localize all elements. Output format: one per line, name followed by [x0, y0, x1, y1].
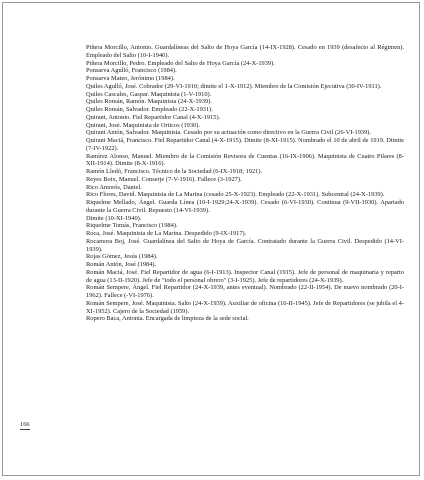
list-item: Ponsarva Agulló, Francisco (1984).: [86, 67, 177, 75]
list-item: Quiles Román, Salvador. Empleado (22-X-1931).: [86, 106, 213, 113]
list-item: Quirant Antón, Salvador. Maquinista. Cesado por su actuación como directivo en la Guerra Civil (26-VI-1939).: [86, 129, 372, 137]
list-item: Quirant, Antonio. Fiel Repartidor Canal (4-X-1915).: [86, 113, 221, 121]
list-item: Ropero Baca, Antonia. Encargada de limpieza de la sede social.: [86, 315, 249, 323]
list-item: Riquelme Mellado, Ángel. Guarda Línea (10-I-1929;24-X-1939). Cesado (6-VI-1930). Continua (9-VII-1930). Apartado durante la Guerra Civil. Repuesto (14-VI-1939).: [86, 199, 404, 214]
list-item: Quirant Maciá, Francisco. Fiel Repartidor Canal (4-X-1915). Dimite (8-XI-1915). Nombrado el 10 de abril de 1919. Dimite (7-IV-1922).: [86, 137, 404, 152]
list-item: Ramírez Alonso, Manuel. Miembro de la Comisión Revisora de Cuentas (16-IX-1906). Maquinista de Cuatro Pilares (8-XII-1914). Dimite (8-X-1916).: [86, 152, 404, 168]
list-item: Roca, José. Maquinista de La Marina. Despedido (9-IX-1917).: [86, 230, 247, 237]
list-item: Román Antón, José (1984).: [86, 261, 157, 268]
list-item: Román Maciá, José. Fiel Repartidor de agua (6-I-1913). Inspector Canal (1915). Jefe de personal de maquinaria y reparto de agua (13-II-1920). Jefe de "todo el personal obrero" (3-I-1925). Jefe de repartidores (24-X-1939).: [86, 268, 404, 284]
list-item: Reyes Boix, Manuel. Conserje (7-V-1916). Fallece (3-1927).: [86, 175, 242, 183]
list-item: Quiles Cascales, Gaspar. Maquinista (1-V-1910).: [86, 90, 212, 98]
list-item: Quirant, José. Maquinista de Orticos (1930).: [86, 121, 200, 129]
list-item: Román Sempere, José. Maquinista. Salto (24-X-1939). Auxiliar de oficina (10-II-1945). Jefe de Repartidores (se jubila el 4-XI-1952). Cajero de la Sociedad (1959).: [86, 299, 404, 315]
list-item: Rico Flores, David. Maquinista de La Marina (cesado 25-X-1923). Empleado (22-X-1931). Subcentral (24-X-1939).: [86, 191, 385, 199]
list-item: Rocamora Boj, José. Guardalínea del Salto de Hoya de García. Contratado durante la Guerra Civil. Despedido (14-VI-1939).: [86, 237, 404, 253]
list-item: Piñera Morcillo, Antonio. Guardalíneas del Salto de Hoya García (14-IX-1928). Cesado en 1939 (desafecto al Régimen). Empleado del Salto (10-I-1940).: [86, 44, 404, 59]
list-item: Rico Amorós, Daniel.: [86, 183, 142, 191]
list-item: Román Sempere, Ángel. Fiel Repartidor (24-X-1939, antes eventual). Nombrado (22-II-1954). De nuevo nombrado (20-I-1962). Fallece (-VI-1976).: [86, 284, 404, 299]
list-item: Piñera Morcillo, Pedro. Empleado del Salto de Hoya García (24-X-1939).: [86, 59, 275, 67]
page-number-underline: [20, 429, 30, 430]
list-item: Ramón Lledó, Francisco. Técnico de la Sociedad (6-IX-1918; 1921).: [86, 168, 263, 175]
text-column: [86, 44, 404, 323]
list-item: Ponsarva Mateo, Jerónimo (1984).: [86, 75, 175, 82]
list-item: Quiles Román, Ramón. Maquinista (24-X-1939).: [86, 98, 212, 106]
list-item: Dimite (10-XI-1940).: [86, 214, 142, 222]
list-item: Rojas Gómez, Jesús (1984).: [86, 253, 158, 261]
page-number: 166: [20, 421, 30, 428]
list-item: Quiles Agulló, José. Cobrador (29-VI-1910; dimite el 1-X-1912). Miembro de la Comisión Ejecutiva (30-IV-1911).: [86, 82, 382, 90]
list-item: Riquelme Tomás, Francisco (1984).: [86, 222, 178, 230]
